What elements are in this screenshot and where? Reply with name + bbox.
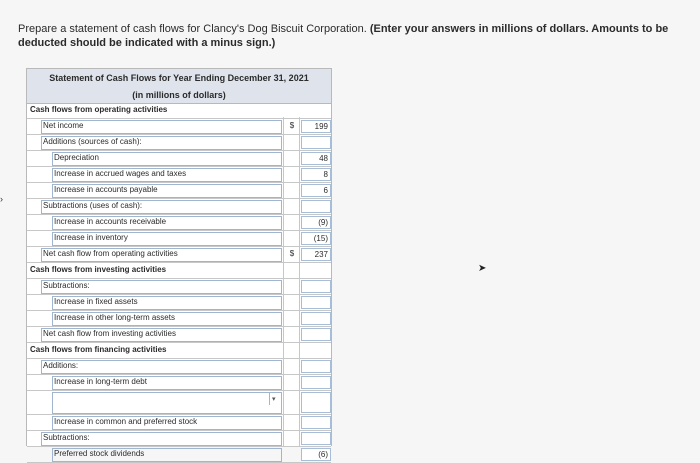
amount-input[interactable]: 8 [301, 168, 331, 181]
amount-input[interactable]: (15) [301, 232, 331, 245]
instructions [18, 22, 686, 50]
statement-row [27, 247, 331, 263]
label-dropdown[interactable] [269, 393, 280, 405]
chevron-down-icon: ▾ [272, 396, 276, 403]
statement-row [27, 231, 331, 247]
row-label: Increase in accounts receivable [54, 217, 167, 226]
statement-row [27, 343, 331, 359]
row-label: Net cash flow from operating activities [43, 249, 178, 258]
statement-row [27, 103, 331, 119]
currency-symbol: $ [289, 249, 295, 258]
statement-row [27, 167, 331, 183]
row-label: Increase in fixed assets [54, 297, 138, 306]
amount-input[interactable] [301, 392, 331, 413]
amount-input[interactable]: (6) [301, 448, 331, 461]
statement-row [27, 415, 331, 431]
amount-input[interactable] [301, 328, 331, 341]
statement-row [27, 311, 331, 327]
statement-title: Statement of Cash Flows for Year Ending December 31, 2021 [27, 69, 331, 88]
amount-input[interactable]: 199 [301, 120, 331, 133]
row-label: Increase in accrued wages and taxes [54, 169, 187, 178]
row-label: Subtractions: [43, 281, 90, 290]
amount-input[interactable]: 6 [301, 184, 331, 197]
statement-row [27, 359, 331, 375]
row-label: Cash flows from investing activities [30, 265, 167, 274]
value-column-rule [299, 117, 300, 446]
statement-row [27, 263, 331, 279]
statement-subtitle: (in millions of dollars) [27, 87, 331, 104]
amount-input[interactable] [301, 200, 331, 213]
row-label: Increase in accounts payable [54, 185, 158, 194]
row-label: Subtractions (uses of cash): [43, 201, 143, 210]
row-label: Increase in inventory [54, 233, 128, 242]
currency-symbol: $ [289, 121, 295, 130]
row-label: Net income [43, 121, 84, 130]
statement-row [27, 295, 331, 311]
row-label: Additions (sources of cash): [43, 137, 142, 146]
row-label: Increase in common and preferred stock [54, 417, 198, 426]
amount-input[interactable] [301, 376, 331, 389]
row-label: Preferred stock dividends [54, 449, 145, 458]
statement-row [27, 327, 331, 343]
amount-input[interactable] [301, 312, 331, 325]
amount-input[interactable] [301, 360, 331, 373]
statement-row [27, 375, 331, 391]
left-edge-marker: › [0, 194, 3, 204]
row-label: Depreciation [54, 153, 99, 162]
amount-input[interactable]: 48 [301, 152, 331, 165]
amount-input[interactable] [301, 432, 331, 445]
statement-row [27, 135, 331, 151]
statement-row [27, 447, 331, 463]
amount-input[interactable] [301, 416, 331, 429]
row-label: Increase in long-term debt [54, 377, 147, 386]
row-label: Increase in other long-term assets [54, 313, 175, 322]
statement-row [27, 279, 331, 295]
statement-row [27, 199, 331, 215]
instructions-bold: (Enter your answers in millions of dollars. Amounts to be deducted should be indicated with a minus sign.) [18, 23, 669, 49]
row-label: Subtractions: [43, 433, 90, 442]
statement-row [27, 119, 331, 135]
row-label: Cash flows from operating activities [30, 105, 168, 114]
amount-input[interactable] [301, 296, 331, 309]
row-label: Net cash flow from investing activities [43, 329, 176, 338]
instructions-lead: Prepare a statement of cash flows for Clancy's Dog Biscuit Corporation. [18, 23, 367, 35]
cash-flow-statement [26, 68, 332, 459]
statement-row [27, 183, 331, 199]
statement-row [27, 151, 331, 167]
amount-input[interactable] [301, 280, 331, 293]
statement-row [27, 391, 331, 415]
currency-column-rule [283, 117, 284, 446]
amount-input[interactable]: 237 [301, 248, 331, 261]
statement-row [27, 215, 331, 231]
mouse-cursor-icon: ➤ [478, 263, 487, 274]
row-label: Additions: [43, 361, 79, 370]
amount-input[interactable]: (9) [301, 216, 331, 229]
row-label: Cash flows from financing activities [30, 345, 167, 354]
row-label-field[interactable] [52, 392, 282, 414]
amount-input[interactable] [301, 136, 331, 149]
